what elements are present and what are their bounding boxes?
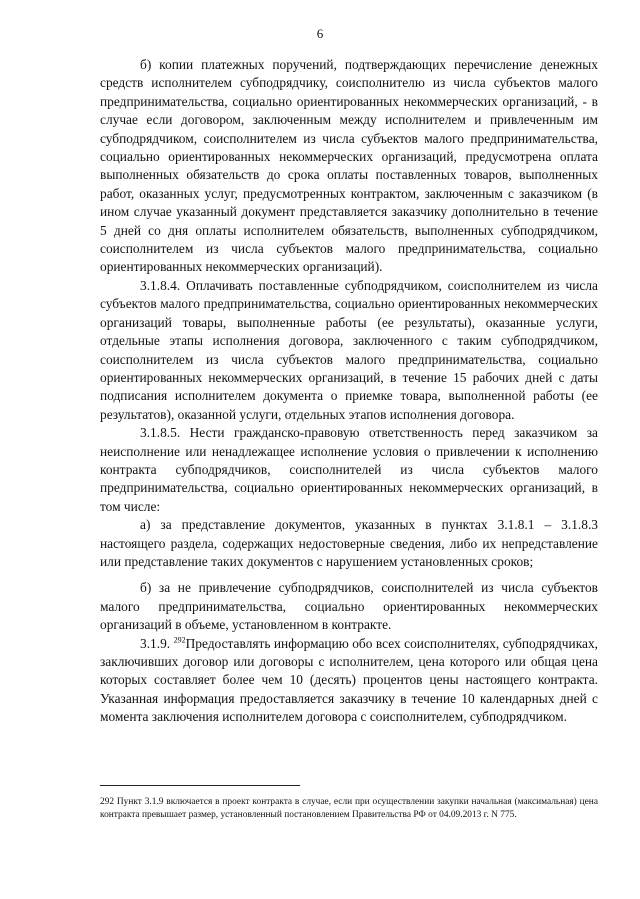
footnote-reference: 292: [173, 635, 186, 645]
clause-3-1-8-4: 3.1.8.4. Оплачивать поставленные субподрядчиком, соисполнителем из числа субъектов малого предпринимательства, социально ориентированных некоммерческих организаций товары, выполненные работы (ее результаты), оказанные услуги, отдельные этапы исполнения договора, заключенного с таким субподрядчиком, соисполнителем из числа субъектов малого предпринимательства, социально ориентированных некоммерческих организаций, в течение 15 рабочих дней с даты подписания исполнителем документа о приемке товара, выполненной работы (ее результатов), оказанной услуги, отдельных этапов исполнения договора.: [100, 277, 598, 422]
clause-3-1-9-number: 3.1.9.: [140, 635, 171, 651]
footnote-separator: [100, 785, 300, 786]
paragraph-payment-orders: б) копии платежных поручений, подтверждающих перечисление денежных средств исполнителем субподрядчику, соисполнителю из числа субъектов малого предпринимательства, социально ориентированных некоммерческих организаций, - в случае если договором, заключенным между исполнителем и привлеченным им субподрядчиком, соисполнителем из числа субъектов малого предпринимательства, социально ориентированных некоммерческих организаций, предусмотрена оплата выполненных обязательств до срока оплаты поставленных товаров, выполненных работ, оказанных услуг, предусмотренных контрактом, заключенным с заказчиком (в ином случае указанный документ представляется заказчику дополнительно в течение 5 дней со дня оплаты исполнителем обязательств, выполненных субподрядчиком, соисполнителем из числа субъектов малого предпринимательства, социально ориентированных некоммерческих организаций).: [100, 57, 598, 275]
clause-3-1-8-5: 3.1.8.5. Нести гражданско-правовую ответственность перед заказчиком за неисполнение или ненадлежащее исполнение условия о привлечении к исполнению контракта субподрядчиков, соисполнителей из числа субъектов малого предпринимательства, социально ориентированных некоммерческих организаций, в том числе:: [100, 425, 598, 514]
page-number: 6: [316, 26, 324, 41]
document-body: [100, 56, 598, 727]
clause-item-a: а) за представление документов, указанных в пунктах 3.1.8.1 – 3.1.8.3 настоящего раздела, содержащих недостоверные сведения, либо их непредставление или представление таких документов с нарушением установленных сроков;: [100, 517, 598, 569]
clause-item-b: б) за не привлечение субподрядчиков, соисполнителей из числа субъектов малого предпринимательства, социально ориентированных некоммерческих организаций в объеме, установленном в контракте.: [100, 580, 598, 633]
clause-3-1-9-text: Предоставлять информацию обо всех соисполнителях, субподрядчиках, заключивших договор или договоры с исполнителем, цена которого или общая цена которых составляет более чем 10 (десять) процентов цены настоящего контракта. Указанная информация предоставляется заказчику в течение 10 календарных дней с момента заключения исполнителем договора с соисполнителем, субподрядчиком.: [100, 635, 598, 725]
clause-3-1-9: [100, 635, 598, 727]
footnote: 292 Пункт 3.1.9 включается в проект контракта в случае, если при осуществлении закупки начальная (максимальная) цена контракта превышает размер, установленный постановлением Правительства РФ от 04.09.2013 г. N 775.: [100, 797, 598, 820]
